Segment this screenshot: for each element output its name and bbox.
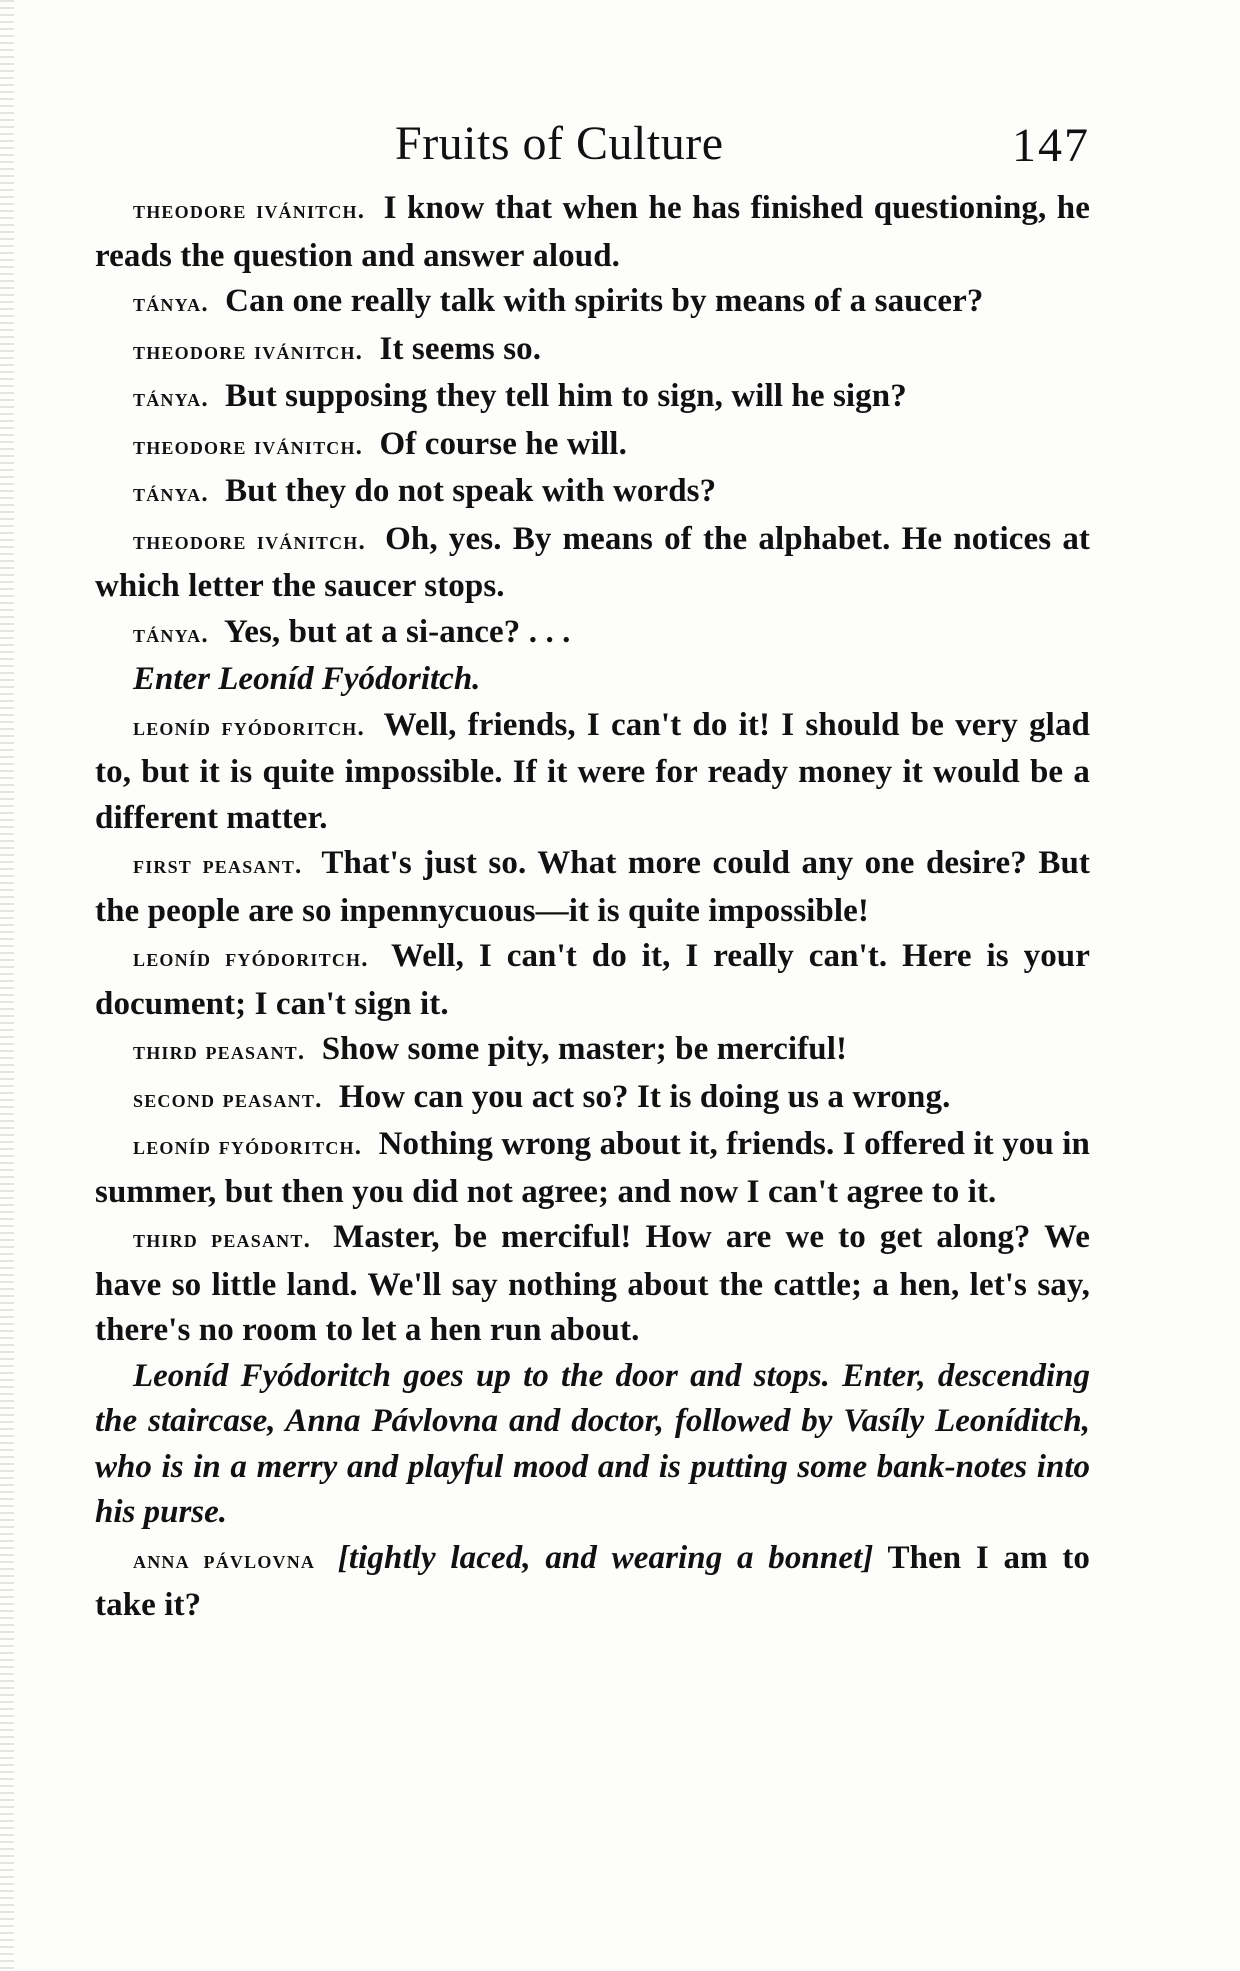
dialogue-line: [95, 186, 1090, 279]
dialogue-line: [95, 422, 1090, 470]
dialogue-line: [95, 1075, 1090, 1123]
stage-direction: Enter Leoníd Fyódoritch.: [133, 661, 481, 697]
dialogue-line: [95, 703, 1090, 842]
dialogue-text: It seems so.: [379, 330, 542, 367]
speaker-name: tánya.: [133, 620, 209, 648]
dialogue-text: But they do not speak with words?: [225, 473, 717, 509]
page-header: [95, 112, 1090, 182]
stage-direction: Leoníd Fyódoritch goes up to the door and stops. Enter, descending the staircase, Anna Pávlovna and doctor, followed by Vasíly Leoníditch, who is in a merry and playful mood and is putting some bank-notes into his purse.: [95, 1357, 1090, 1530]
running-title: Fruits of Culture: [395, 117, 724, 170]
speaker-name: leoníd fyódoritch.: [133, 713, 365, 741]
speaker-name: theodore ivánitch.: [133, 527, 366, 555]
speaker-name: third peasant.: [133, 1226, 312, 1253]
dialogue-text: Can one really talk with spirits by means of a saucer?: [225, 283, 984, 319]
speaker-name: leoníd fyódoritch.: [133, 945, 369, 972]
speaker-name: tánya.: [133, 480, 209, 507]
dialogue-line: [95, 841, 1090, 934]
page-number: 147: [1012, 119, 1090, 172]
dialogue-line: [95, 934, 1090, 1027]
dialogue-line: [95, 1027, 1090, 1075]
speaker-name: tánya.: [133, 385, 209, 412]
speaker-name: second peasant.: [133, 1085, 323, 1113]
dialogue-text: That's just so. What more could any one desire? But the people are so inpennycuous—it is quite impossible!: [95, 845, 1090, 929]
dialogue-line: [95, 327, 1090, 375]
dialogue-text: Of course he will.: [379, 425, 627, 462]
speaker-name: anna pávlovna: [133, 1546, 316, 1574]
speaker-name: tánya.: [133, 290, 209, 317]
dialogue-line: [95, 517, 1090, 610]
dialogue-text: Then I am to take it?: [95, 1539, 1090, 1623]
dialogue-text: But supposing they tell him to sign, will he sign?: [225, 378, 907, 414]
dialogue-text: Show some pity, master; be merciful!: [321, 1031, 848, 1067]
dialogue-line: [95, 469, 1090, 517]
dialogue-text: I know that when he has finished questioning, he reads the question and answer aloud.: [95, 190, 1090, 274]
speaker-name: theodore ivánitch.: [133, 197, 366, 224]
inline-stage-direction: [tightly laced, and wearing a bonnet]: [337, 1539, 874, 1576]
dialogue-line: [95, 279, 1090, 327]
speaker-name: theodore ivánitch.: [133, 337, 364, 365]
speaker-name: theodore ivánitch.: [133, 432, 364, 460]
dialogue-line: [95, 374, 1090, 422]
dialogue-line: [95, 610, 1090, 658]
dialogue-text: Nothing wrong about it, friends. I offered it you in summer, but then you did not agree; and now I can't agree to it.: [95, 1126, 1090, 1210]
dialogue-line: [95, 1122, 1090, 1215]
dialogue-text: Yes, but at a si-ance? . . .: [223, 613, 571, 650]
scan-gutter-edge: [0, 0, 14, 1971]
dialogue-text: Well, friends, I can't do it! I should be very glad to, but it is quite impossible. If it were for ready money it would be a different matter.: [95, 706, 1090, 836]
page-body: [95, 186, 1090, 1629]
dialogue-text: How can you act so? It is doing us a wrong.: [338, 1078, 951, 1115]
speaker-name: first peasant.: [133, 852, 303, 879]
dialogue-text: Well, I can't do it, I really can't. Here is your document; I can't sign it.: [95, 938, 1090, 1022]
dialogue-line: [95, 1215, 1090, 1354]
dialogue-text: Oh, yes. By means of the alphabet. He notices at which letter the saucer stops.: [95, 520, 1091, 604]
speaker-name: third peasant.: [133, 1038, 306, 1065]
speaker-name: leoníd fyódoritch.: [133, 1133, 363, 1160]
dialogue-text: Master, be merciful! How are we to get along? We have so little land. We'll say nothing about the cattle; a hen, let's say, there's no room to let a hen run about.: [95, 1219, 1090, 1348]
dialogue-line: [95, 1536, 1090, 1629]
